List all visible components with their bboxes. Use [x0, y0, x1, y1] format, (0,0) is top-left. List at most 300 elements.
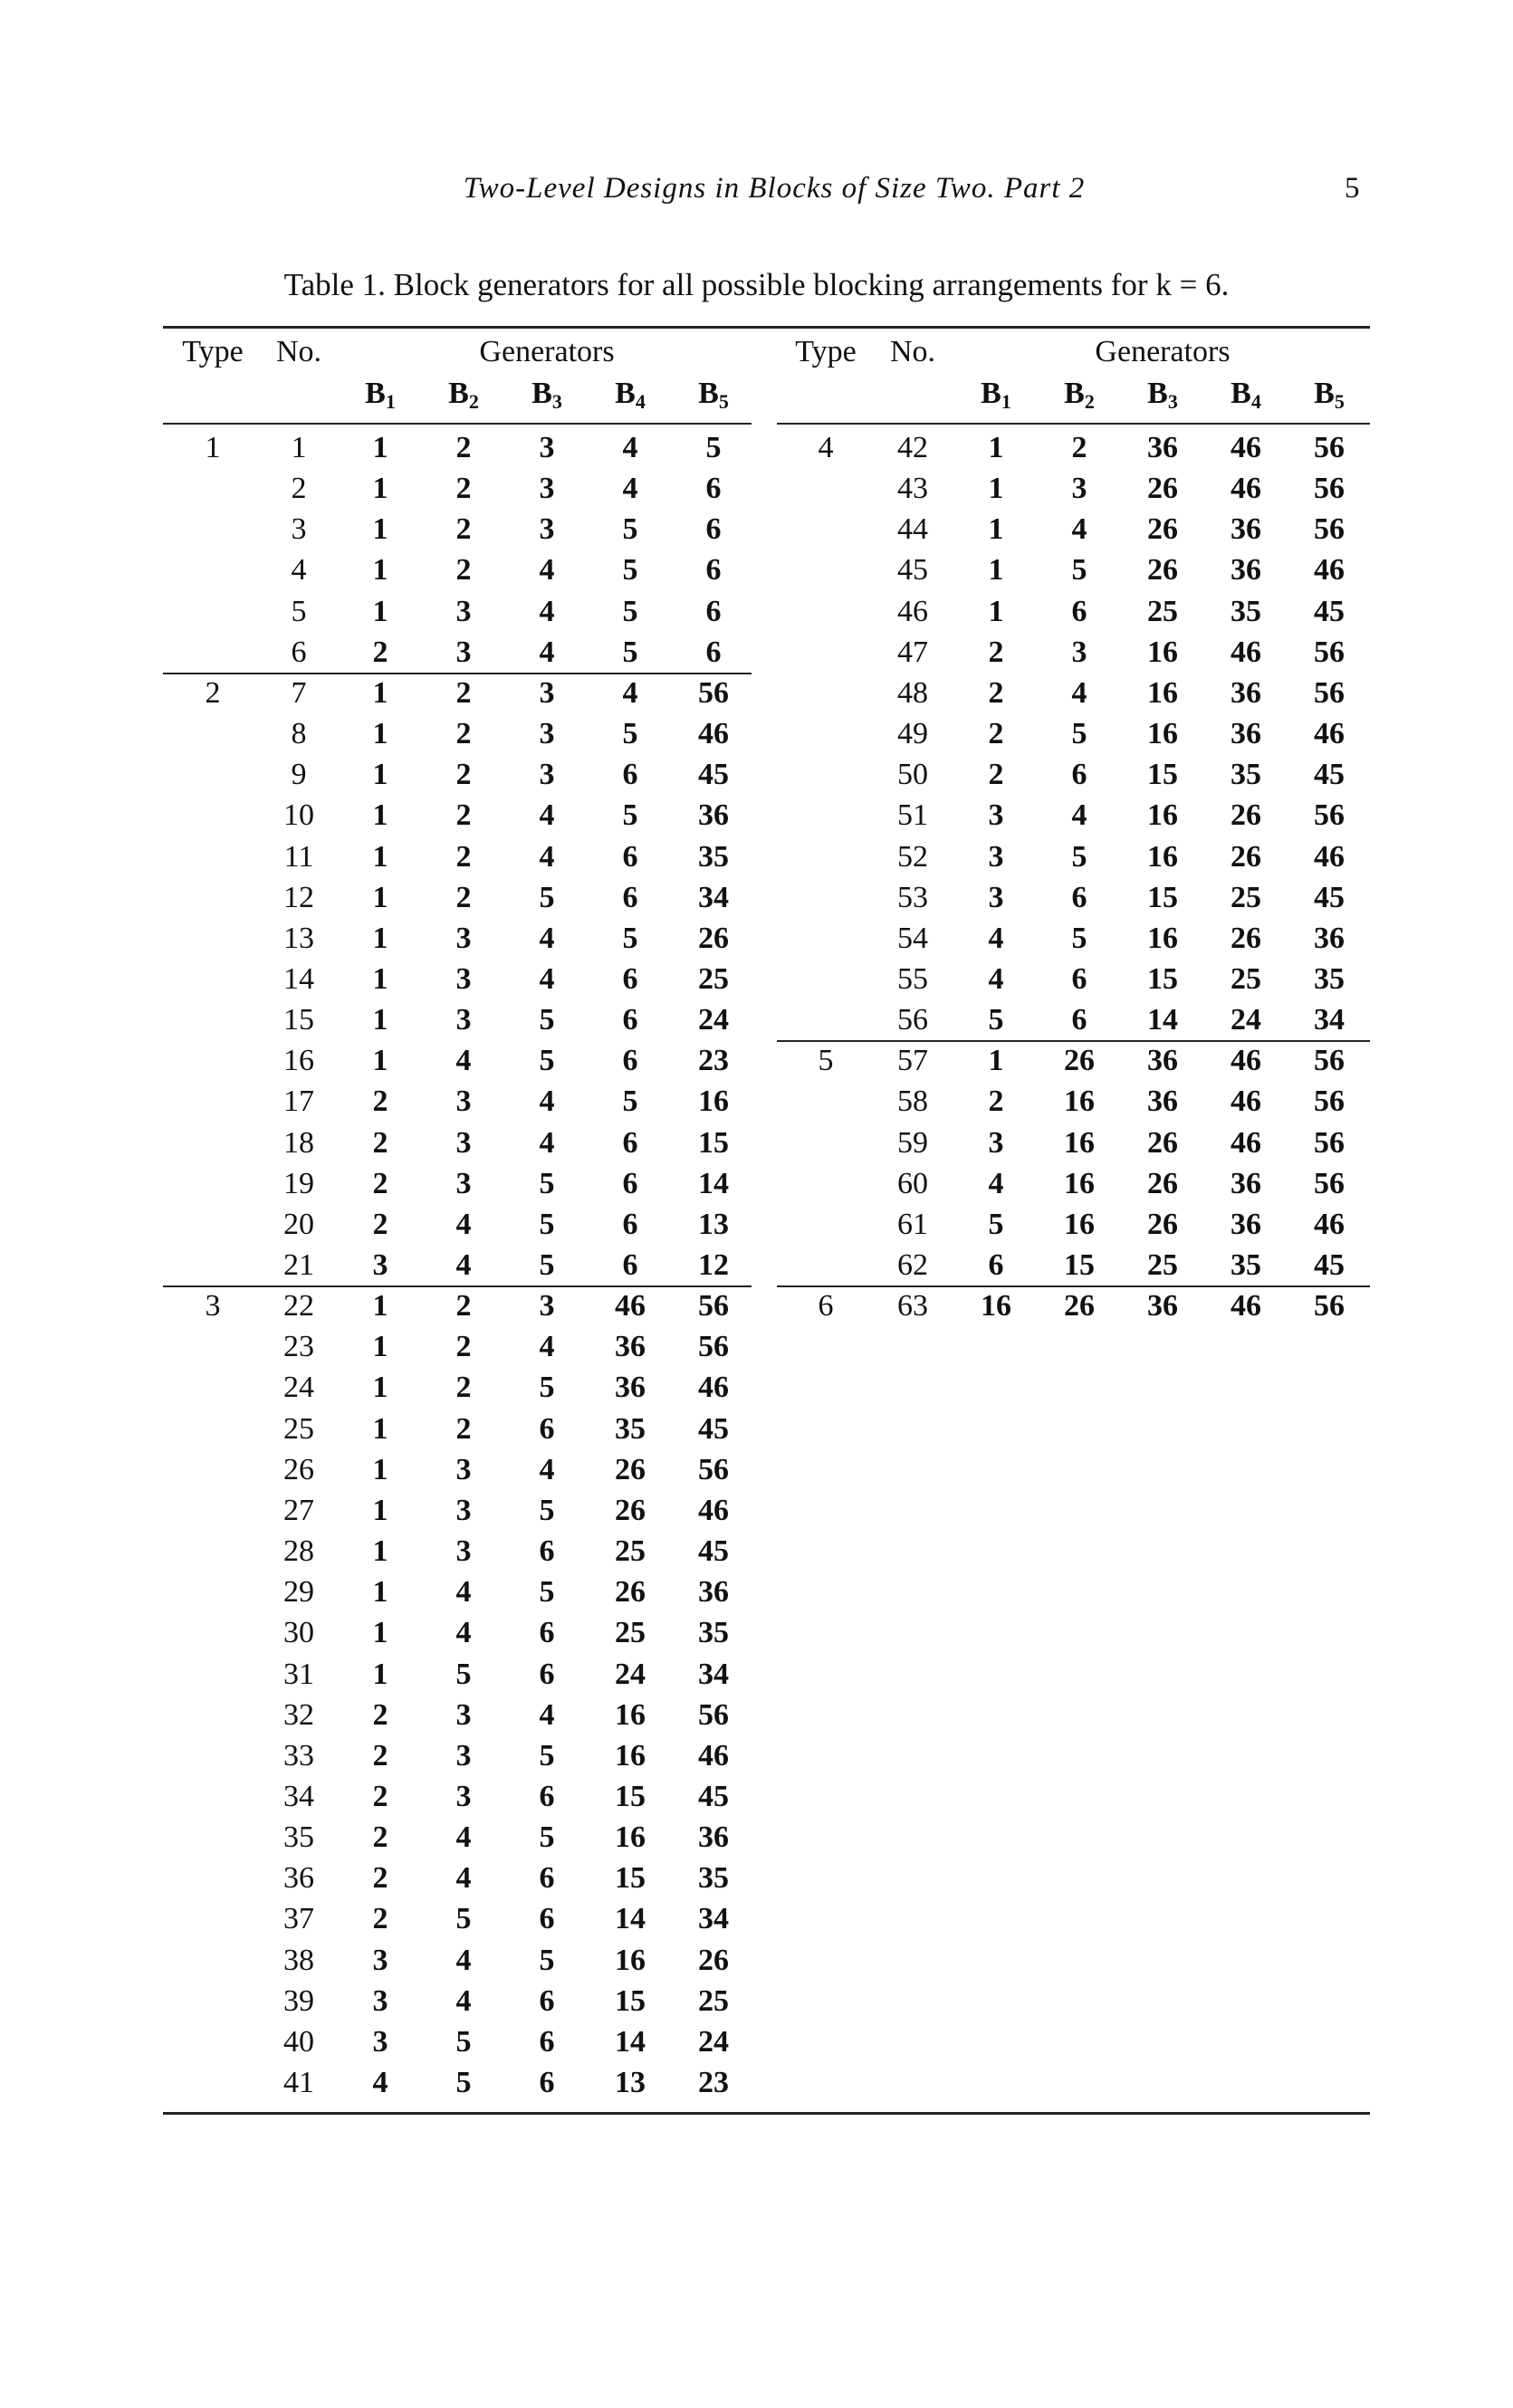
left-generator-b2: 2 — [455, 839, 472, 874]
left-row-no: 35 — [283, 1820, 314, 1855]
left-generator-b1: 1 — [372, 1452, 388, 1486]
right-generator-b3: 26 — [1147, 1125, 1178, 1160]
left-row-no: 14 — [283, 961, 314, 996]
right-row-no: 62 — [897, 1248, 928, 1282]
right-generator-b3: 16 — [1147, 839, 1178, 874]
left-row-no: 28 — [283, 1534, 314, 1569]
left-generator-b5: 46 — [698, 1371, 729, 1405]
right-generator-b3: 36 — [1147, 1085, 1178, 1119]
right-row-no: 54 — [897, 921, 928, 955]
left-generator-b2: 3 — [455, 1493, 472, 1527]
left-generator-b2: 3 — [455, 1166, 472, 1200]
left-generator-b4: 4 — [622, 431, 638, 464]
left-generator-b1: 3 — [372, 1983, 388, 2018]
right-row-no: 60 — [897, 1166, 928, 1200]
left-generator-b4: 6 — [622, 1003, 638, 1037]
right-generator-b1: 4 — [988, 921, 1004, 955]
left-generator-b2: 3 — [455, 1003, 472, 1037]
left-row-no: 16 — [283, 1044, 314, 1078]
left-generator-b1: 1 — [372, 961, 388, 996]
left-generator-b2: 2 — [455, 1330, 472, 1364]
left-generator-b4: 4 — [622, 472, 638, 506]
left-row-no: 29 — [283, 1575, 314, 1610]
left-generator-b3: 3 — [539, 1289, 555, 1323]
left-row-no: 36 — [283, 1861, 314, 1896]
left-generator-b3: 3 — [539, 717, 555, 751]
right-generator-b1: 2 — [988, 758, 1004, 792]
left-generator-b2: 3 — [455, 1125, 472, 1160]
right-generator-b2: 6 — [1071, 880, 1087, 914]
left-generator-b5: 6 — [705, 594, 722, 628]
left-header-b2: $B_2$ — [448, 377, 479, 413]
left-generator-b2: 2 — [455, 431, 472, 464]
left-generator-b1: 1 — [372, 594, 388, 628]
right-type-6: 6 — [818, 1289, 834, 1323]
left-generator-b4: 5 — [622, 921, 638, 955]
left-generator-b3: 4 — [539, 961, 555, 996]
right-generator-b1: 4 — [988, 961, 1004, 996]
right-generator-b5: 45 — [1314, 880, 1345, 914]
right-generator-b1: 16 — [981, 1289, 1011, 1323]
left-generator-b4: 36 — [615, 1371, 646, 1405]
right-generator-b2: 26 — [1064, 1044, 1095, 1078]
left-generator-b4: 14 — [615, 1902, 646, 1936]
left-generator-b1: 2 — [372, 1738, 388, 1773]
left-row-no: 2 — [291, 472, 307, 506]
left-generator-b1: 4 — [372, 2066, 388, 2099]
right-row-no: 47 — [897, 635, 928, 669]
right-header-b5: $B_5$ — [1314, 377, 1345, 413]
left-row-no: 39 — [283, 1983, 314, 2018]
right-generator-b4: 46 — [1231, 1044, 1261, 1078]
left-generator-b5: 45 — [698, 1779, 729, 1813]
right-group-rule — [777, 1285, 1370, 1287]
table-top-rule — [163, 326, 1370, 329]
left-generator-b3: 5 — [539, 1738, 555, 1773]
left-generator-b4: 13 — [615, 2066, 646, 2099]
right-generator-b2: 4 — [1071, 798, 1087, 833]
right-generator-b2: 4 — [1071, 512, 1087, 547]
left-row-no: 3 — [291, 512, 307, 547]
left-generator-b1: 1 — [372, 1003, 388, 1037]
right-header-b4: $B_4$ — [1231, 377, 1261, 413]
left-generator-b5: 26 — [698, 1943, 729, 1977]
left-generator-b5: 24 — [698, 1003, 729, 1037]
left-generator-b3: 6 — [539, 1902, 555, 1936]
left-row-no: 22 — [283, 1289, 314, 1323]
left-generator-b2: 2 — [455, 553, 472, 588]
left-generator-b2: 3 — [455, 1697, 472, 1732]
left-generator-b1: 2 — [372, 1861, 388, 1896]
running-title: Two-Level Designs in Blocks of Size Two. Part 2 — [463, 172, 1086, 205]
right-generator-b1: 4 — [988, 1166, 1004, 1200]
left-generator-b3: 5 — [539, 1166, 555, 1200]
left-generator-b1: 2 — [372, 1207, 388, 1241]
left-generator-b3: 6 — [539, 2066, 555, 2099]
right-generator-b4: 46 — [1231, 1289, 1261, 1323]
left-generator-b1: 2 — [372, 1902, 388, 1936]
left-row-no: 33 — [283, 1738, 314, 1773]
left-generator-b2: 3 — [455, 1452, 472, 1486]
right-generator-b2: 16 — [1064, 1207, 1095, 1241]
left-generator-b4: 6 — [622, 961, 638, 996]
left-row-no: 13 — [283, 921, 314, 955]
left-generator-b2: 4 — [455, 1207, 472, 1241]
left-generator-b4: 25 — [615, 1616, 646, 1650]
left-generator-b1: 1 — [372, 839, 388, 874]
left-generator-b4: 5 — [622, 512, 638, 547]
left-generator-b2: 3 — [455, 1534, 472, 1569]
left-generator-b2: 3 — [455, 961, 472, 996]
left-row-no: 4 — [291, 553, 307, 588]
left-generator-b4: 35 — [615, 1411, 646, 1446]
right-generator-b1: 3 — [988, 880, 1004, 914]
right-row-no: 52 — [897, 839, 928, 874]
left-generator-b3: 3 — [539, 472, 555, 506]
right-generator-b3: 16 — [1147, 675, 1178, 710]
left-row-no: 7 — [291, 675, 307, 710]
right-row-no: 57 — [897, 1044, 928, 1078]
right-generator-b2: 6 — [1071, 758, 1087, 792]
right-generator-b5: 56 — [1314, 1166, 1345, 1200]
left-generator-b5: 25 — [698, 961, 729, 996]
right-generator-b2: 5 — [1071, 553, 1087, 588]
left-generator-b5: 36 — [698, 1575, 729, 1610]
left-generator-b1: 2 — [372, 635, 388, 669]
left-row-no: 26 — [283, 1452, 314, 1486]
left-generator-b5: 56 — [698, 1330, 729, 1364]
left-generator-b5: 34 — [698, 880, 729, 914]
right-no-header: No. — [889, 335, 936, 368]
left-generator-b3: 4 — [539, 635, 555, 669]
left-generator-b2: 5 — [455, 1657, 472, 1691]
left-row-no: 31 — [283, 1657, 314, 1691]
left-generator-b3: 4 — [539, 594, 555, 628]
left-row-no: 32 — [283, 1697, 314, 1732]
right-generator-b5: 56 — [1314, 1125, 1345, 1160]
left-row-no: 10 — [283, 798, 314, 833]
left-type-header: Type — [182, 335, 244, 368]
right-generator-b4: 25 — [1231, 880, 1261, 914]
left-row-no: 40 — [283, 2024, 314, 2059]
left-generator-b2: 4 — [455, 1044, 472, 1078]
left-generator-b5: 36 — [698, 1820, 729, 1855]
left-generator-b5: 6 — [705, 512, 722, 547]
left-generator-b4: 5 — [622, 635, 638, 669]
left-generator-b1: 3 — [372, 1943, 388, 1977]
right-generator-b1: 1 — [988, 1044, 1004, 1078]
left-no-header: No. — [275, 335, 322, 368]
right-generator-b5: 35 — [1314, 961, 1345, 996]
left-generator-b2: 5 — [455, 2024, 472, 2059]
left-row-no: 18 — [283, 1125, 314, 1160]
right-generator-b3: 25 — [1147, 1248, 1178, 1282]
left-row-no: 20 — [283, 1207, 314, 1241]
left-generator-b5: 56 — [698, 1452, 729, 1486]
left-generator-b3: 3 — [539, 675, 555, 710]
right-row-no: 50 — [897, 758, 928, 792]
left-row-no: 9 — [291, 758, 307, 792]
table-bottom-rule — [163, 2112, 1370, 2115]
left-generator-b2: 4 — [455, 1248, 472, 1282]
right-generator-b3: 16 — [1147, 921, 1178, 955]
left-generator-b4: 5 — [622, 553, 638, 588]
right-generator-b1: 1 — [988, 431, 1004, 464]
left-generator-b5: 16 — [698, 1085, 729, 1119]
left-row-no: 8 — [291, 717, 307, 751]
left-generator-b4: 36 — [615, 1330, 646, 1364]
left-generator-b1: 2 — [372, 1125, 388, 1160]
left-generator-b2: 4 — [455, 1861, 472, 1896]
left-generator-b4: 6 — [622, 1166, 638, 1200]
left-generator-b3: 6 — [539, 1411, 555, 1446]
left-generator-b5: 35 — [698, 839, 729, 874]
left-generator-b4: 15 — [615, 1779, 646, 1813]
left-row-no: 12 — [283, 880, 314, 914]
left-generator-b1: 1 — [372, 1044, 388, 1078]
right-row-no: 44 — [897, 512, 928, 547]
right-row-no: 56 — [897, 1003, 928, 1037]
left-generator-b2: 4 — [455, 1575, 472, 1610]
right-generator-b1: 5 — [988, 1207, 1004, 1241]
right-generator-b4: 46 — [1231, 1085, 1261, 1119]
left-generator-b4: 4 — [622, 675, 638, 710]
left-generator-b5: 45 — [698, 1411, 729, 1446]
left-generator-b4: 5 — [622, 717, 638, 751]
left-header-b3: $B_3$ — [531, 377, 562, 413]
left-row-no: 21 — [283, 1248, 314, 1282]
left-generator-b2: 5 — [455, 1902, 472, 1936]
left-generator-b4: 15 — [615, 1861, 646, 1896]
left-generator-b1: 2 — [372, 1166, 388, 1200]
right-generator-b2: 5 — [1071, 717, 1087, 751]
right-generator-b1: 1 — [988, 512, 1004, 547]
left-generator-b5: 46 — [698, 717, 729, 751]
right-row-no: 42 — [897, 431, 928, 464]
left-generator-b5: 26 — [698, 921, 729, 955]
left-row-no: 23 — [283, 1330, 314, 1364]
left-generator-b1: 1 — [372, 1534, 388, 1569]
left-generator-b5: 13 — [698, 1207, 729, 1241]
right-generator-b3: 25 — [1147, 594, 1178, 628]
page-number: 5 — [1345, 172, 1360, 205]
right-generator-b4: 26 — [1231, 798, 1261, 833]
right-generator-b3: 26 — [1147, 1166, 1178, 1200]
right-generator-b5: 45 — [1314, 758, 1345, 792]
right-generator-b4: 36 — [1231, 675, 1261, 710]
left-generator-b4: 5 — [622, 594, 638, 628]
left-generator-b2: 2 — [455, 758, 472, 792]
left-row-no: 30 — [283, 1616, 314, 1650]
left-generator-b4: 26 — [615, 1575, 646, 1610]
left-generator-b3: 4 — [539, 1697, 555, 1732]
left-generator-b2: 2 — [455, 1371, 472, 1405]
left-group-rule — [163, 1285, 752, 1287]
right-generator-b3: 16 — [1147, 798, 1178, 833]
right-generator-b2: 16 — [1064, 1085, 1095, 1119]
right-generator-b2: 2 — [1071, 431, 1087, 464]
left-generator-b4: 6 — [622, 1125, 638, 1160]
left-generator-b1: 1 — [372, 1289, 388, 1323]
left-generator-b3: 3 — [539, 512, 555, 547]
right-type-header: Type — [795, 335, 857, 368]
right-generator-b2: 6 — [1071, 1003, 1087, 1037]
left-row-no: 11 — [283, 839, 314, 874]
left-generator-b3: 5 — [539, 880, 555, 914]
right-generator-b4: 24 — [1231, 1003, 1261, 1037]
left-generator-b5: 56 — [698, 1697, 729, 1732]
left-generator-b1: 1 — [372, 512, 388, 547]
right-generator-b4: 36 — [1231, 1207, 1261, 1241]
right-generator-b5: 56 — [1314, 675, 1345, 710]
left-generator-b3: 5 — [539, 1371, 555, 1405]
left-generator-b5: 12 — [698, 1248, 729, 1282]
left-row-no: 24 — [283, 1371, 314, 1405]
right-generator-b1: 2 — [988, 635, 1004, 669]
left-generator-b1: 1 — [372, 1575, 388, 1610]
left-generator-b1: 2 — [372, 1697, 388, 1732]
left-generator-b2: 2 — [455, 1289, 472, 1323]
right-generator-b1: 2 — [988, 675, 1004, 710]
left-generator-b4: 16 — [615, 1943, 646, 1977]
left-row-no: 38 — [283, 1943, 314, 1977]
right-generator-b5: 56 — [1314, 431, 1345, 464]
left-generator-b1: 1 — [372, 1371, 388, 1405]
left-row-no: 34 — [283, 1779, 314, 1813]
left-generator-b4: 25 — [615, 1534, 646, 1569]
right-generator-b1: 6 — [988, 1248, 1004, 1282]
right-generator-b5: 56 — [1314, 1289, 1345, 1323]
right-generator-b5: 56 — [1314, 798, 1345, 833]
right-header-b1: $B_1$ — [981, 377, 1011, 413]
right-generator-b5: 34 — [1314, 1003, 1345, 1037]
right-row-no: 53 — [897, 880, 928, 914]
left-generator-b3: 5 — [539, 1820, 555, 1855]
left-generator-b2: 4 — [455, 1943, 472, 1977]
left-generator-b5: 23 — [698, 2066, 729, 2099]
left-generator-b3: 4 — [539, 1085, 555, 1119]
right-generator-b4: 46 — [1231, 1125, 1261, 1160]
left-generators-header: Generators — [479, 335, 615, 368]
left-generator-b2: 3 — [455, 921, 472, 955]
right-generator-b4: 25 — [1231, 961, 1261, 996]
left-generator-b4: 24 — [615, 1657, 646, 1691]
left-generator-b2: 2 — [455, 798, 472, 833]
left-generator-b5: 15 — [698, 1125, 729, 1160]
left-generator-b2: 4 — [455, 1983, 472, 2018]
right-generator-b3: 36 — [1147, 431, 1178, 464]
left-generator-b2: 2 — [455, 472, 472, 506]
left-generator-b5: 56 — [698, 675, 729, 710]
right-row-no: 51 — [897, 798, 928, 833]
right-generator-b1: 2 — [988, 717, 1004, 751]
left-generator-b1: 1 — [372, 1657, 388, 1691]
right-generator-b5: 45 — [1314, 594, 1345, 628]
left-generator-b2: 2 — [455, 880, 472, 914]
right-generator-b2: 16 — [1064, 1166, 1095, 1200]
right-generator-b2: 6 — [1071, 594, 1087, 628]
left-generator-b2: 3 — [455, 594, 472, 628]
left-row-no: 19 — [283, 1166, 314, 1200]
right-row-no: 55 — [897, 961, 928, 996]
left-generator-b3: 4 — [539, 1125, 555, 1160]
table-caption: Table 1. Block generators for all possible blocking arrangements for k = 6. — [283, 267, 1230, 302]
right-generator-b3: 26 — [1147, 553, 1178, 588]
left-generator-b2: 5 — [455, 2066, 472, 2099]
left-header-b1: $B_1$ — [365, 377, 396, 413]
left-generator-b1: 1 — [372, 472, 388, 506]
right-generator-b5: 46 — [1314, 1207, 1345, 1241]
left-generator-b3: 5 — [539, 1248, 555, 1282]
left-generator-b3: 6 — [539, 1616, 555, 1650]
left-generator-b3: 3 — [539, 758, 555, 792]
right-generator-b4: 46 — [1231, 472, 1261, 506]
right-generator-b1: 5 — [988, 1003, 1004, 1037]
left-generator-b2: 2 — [455, 1411, 472, 1446]
right-row-no: 63 — [897, 1289, 928, 1323]
left-generator-b5: 25 — [698, 1983, 729, 2018]
left-generator-b5: 5 — [705, 431, 722, 464]
right-generator-b3: 26 — [1147, 512, 1178, 547]
left-generator-b1: 1 — [372, 1330, 388, 1364]
left-generator-b1: 2 — [372, 1085, 388, 1119]
right-generator-b4: 46 — [1231, 431, 1261, 464]
left-generator-b5: 45 — [698, 1534, 729, 1569]
left-generator-b3: 6 — [539, 1534, 555, 1569]
right-row-no: 46 — [897, 594, 928, 628]
right-generator-b4: 36 — [1231, 717, 1261, 751]
right-generator-b4: 26 — [1231, 921, 1261, 955]
right-row-no: 58 — [897, 1085, 928, 1119]
left-group-rule — [163, 673, 752, 674]
left-generator-b3: 6 — [539, 2024, 555, 2059]
left-generator-b3: 5 — [539, 1493, 555, 1527]
right-row-no: 48 — [897, 675, 928, 710]
right-header-b3: $B_3$ — [1147, 377, 1178, 413]
left-generator-b5: 34 — [698, 1657, 729, 1691]
right-generator-b3: 36 — [1147, 1044, 1178, 1078]
left-generator-b1: 1 — [372, 1616, 388, 1650]
left-generator-b4: 14 — [615, 2024, 646, 2059]
left-generator-b1: 1 — [372, 1493, 388, 1527]
left-row-no: 25 — [283, 1411, 314, 1446]
right-type-5: 5 — [818, 1044, 834, 1078]
left-generator-b3: 4 — [539, 553, 555, 588]
left-generator-b4: 5 — [622, 1085, 638, 1119]
right-generator-b4: 35 — [1231, 594, 1261, 628]
left-generator-b2: 4 — [455, 1616, 472, 1650]
right-generator-b3: 26 — [1147, 472, 1178, 506]
page-header — [0, 172, 1513, 208]
left-generator-b1: 3 — [372, 1248, 388, 1282]
right-row-no: 61 — [897, 1207, 928, 1241]
left-type-1: 1 — [205, 431, 221, 464]
left-generator-b2: 2 — [455, 717, 472, 751]
left-generator-b2: 4 — [455, 1820, 472, 1855]
right-generator-b1: 3 — [988, 798, 1004, 833]
left-generator-b1: 1 — [372, 758, 388, 792]
right-generator-b5: 56 — [1314, 1085, 1345, 1119]
right-header-rule — [777, 423, 1370, 425]
left-generator-b3: 6 — [539, 1983, 555, 2018]
left-generator-b4: 6 — [622, 1207, 638, 1241]
left-generator-b3: 5 — [539, 1003, 555, 1037]
left-generator-b1: 2 — [372, 1779, 388, 1813]
left-type-3: 3 — [205, 1289, 221, 1323]
right-generator-b4: 46 — [1231, 635, 1261, 669]
right-generators-header: Generators — [1095, 335, 1231, 368]
right-generator-b1: 1 — [988, 472, 1004, 506]
